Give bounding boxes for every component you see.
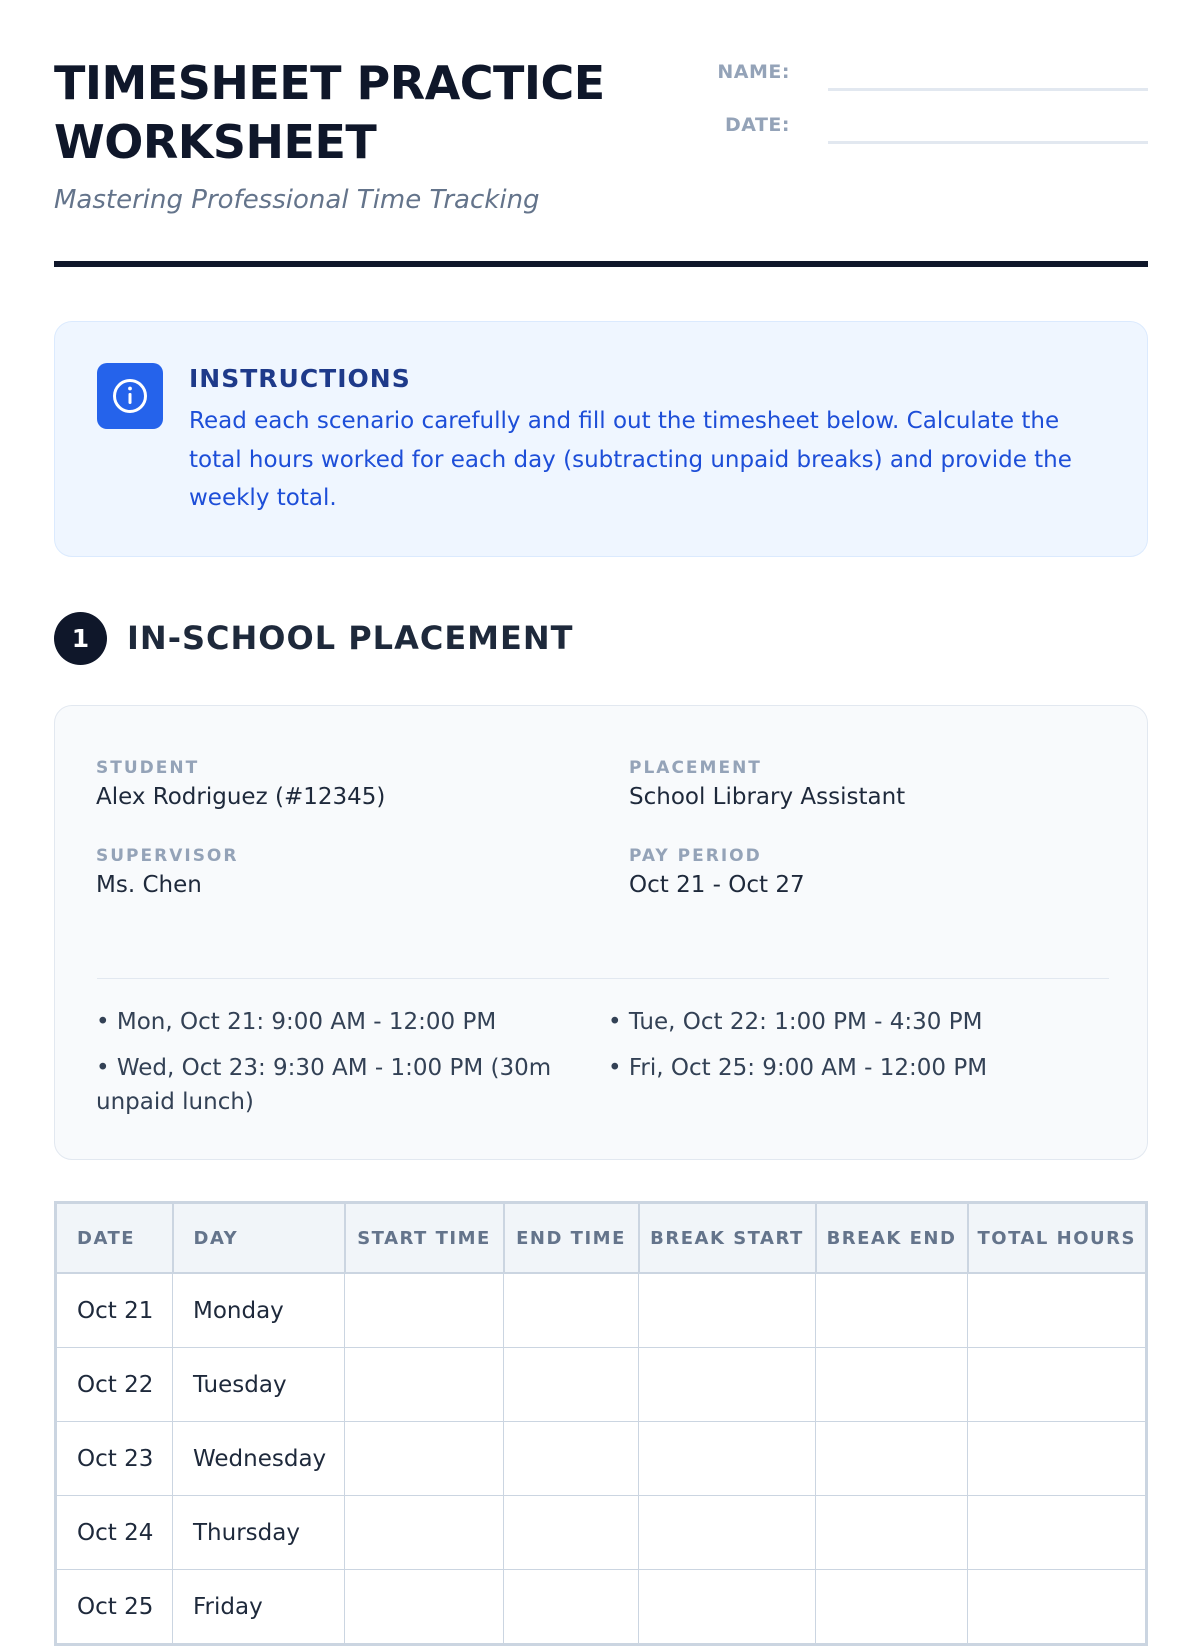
title-line-1: TIMESHEET PRACTICE: [54, 56, 605, 110]
schedule-item: • Fri, Oct 25: 9:00 AM - 12:00 PM: [608, 1055, 988, 1081]
column-header: DAY: [173, 1203, 345, 1274]
end-time-cell[interactable]: [504, 1570, 639, 1645]
break-start-cell[interactable]: [639, 1570, 816, 1645]
student-value: Alex Rodriguez (#12345): [96, 784, 386, 810]
table-row: [56, 1273, 1147, 1348]
day-cell: Friday: [173, 1570, 345, 1645]
pay-period-label: PAY PERIOD: [629, 846, 762, 866]
instructions-box: [54, 321, 1148, 557]
page-subtitle: Mastering Professional Time Tracking: [54, 185, 540, 215]
start-time-cell[interactable]: [345, 1348, 504, 1422]
section-number-badge: 1: [54, 612, 107, 665]
header-divider: [54, 261, 1148, 267]
table-row: [56, 1348, 1147, 1422]
date-cell: Oct 22: [56, 1348, 173, 1422]
day-cell: Monday: [173, 1273, 345, 1348]
supervisor-value: Ms. Chen: [96, 872, 202, 898]
date-cell: Oct 24: [56, 1496, 173, 1570]
date-cell: Oct 25: [56, 1570, 173, 1645]
column-header: DATE: [56, 1203, 173, 1274]
break-start-cell[interactable]: [639, 1496, 816, 1570]
table-row: [56, 1422, 1147, 1496]
timesheet-table: [54, 1201, 1148, 1646]
pay-period-value: Oct 21 - Oct 27: [629, 872, 805, 898]
start-time-cell[interactable]: [345, 1273, 504, 1348]
info-icon: [97, 363, 163, 429]
section-title: IN-SCHOOL PLACEMENT: [127, 619, 574, 657]
date-field[interactable]: [828, 141, 1148, 144]
column-header: START TIME: [345, 1203, 504, 1274]
table-header-row: [56, 1203, 1147, 1274]
table-row: [56, 1496, 1147, 1570]
total-hours-cell[interactable]: [968, 1273, 1147, 1348]
break-start-cell[interactable]: [639, 1348, 816, 1422]
break-end-cell[interactable]: [816, 1273, 968, 1348]
total-hours-cell[interactable]: [968, 1570, 1147, 1645]
student-label: STUDENT: [96, 758, 200, 778]
total-hours-cell[interactable]: [968, 1422, 1147, 1496]
name-field[interactable]: [828, 88, 1148, 91]
schedule-item: • Tue, Oct 22: 1:00 PM - 4:30 PM: [608, 1009, 983, 1035]
instructions-title: INSTRUCTIONS: [189, 364, 411, 393]
break-end-cell[interactable]: [816, 1570, 968, 1645]
day-cell: Tuesday: [173, 1348, 345, 1422]
start-time-cell[interactable]: [345, 1422, 504, 1496]
day-cell: Thursday: [173, 1496, 345, 1570]
name-label: NAME:: [717, 61, 790, 83]
placement-value: School Library Assistant: [629, 784, 906, 810]
placement-label: PLACEMENT: [629, 758, 762, 778]
card-divider: [97, 978, 1109, 979]
break-start-cell[interactable]: [639, 1273, 816, 1348]
break-start-cell[interactable]: [639, 1422, 816, 1496]
column-header: END TIME: [504, 1203, 639, 1274]
total-hours-cell[interactable]: [968, 1348, 1147, 1422]
schedule-item: • Mon, Oct 21: 9:00 AM - 12:00 PM: [96, 1009, 497, 1035]
start-time-cell[interactable]: [345, 1570, 504, 1645]
start-time-cell[interactable]: [345, 1496, 504, 1570]
date-label: DATE:: [724, 114, 790, 136]
end-time-cell[interactable]: [504, 1422, 639, 1496]
break-end-cell[interactable]: [816, 1496, 968, 1570]
column-header: BREAK END: [816, 1203, 968, 1274]
column-header: BREAK START: [639, 1203, 816, 1274]
page-title: [54, 54, 605, 172]
date-cell: Oct 23: [56, 1422, 173, 1496]
end-time-cell[interactable]: [504, 1273, 639, 1348]
break-end-cell[interactable]: [816, 1422, 968, 1496]
supervisor-label: SUPERVISOR: [96, 846, 239, 866]
day-cell: Wednesday: [173, 1422, 345, 1496]
date-cell: Oct 21: [56, 1273, 173, 1348]
break-end-cell[interactable]: [816, 1348, 968, 1422]
scenario-card: [54, 705, 1148, 1160]
end-time-cell[interactable]: [504, 1496, 639, 1570]
table-row: [56, 1570, 1147, 1645]
total-hours-cell[interactable]: [968, 1496, 1147, 1570]
instructions-text: Read each scenario carefully and fill out the timesheet below. Calculate the total hours worked for each day (subtracting unpaid breaks) and provide the weekly total.: [189, 408, 1072, 511]
title-line-2: WORKSHEET: [54, 115, 377, 169]
column-header: TOTAL HOURS: [968, 1203, 1147, 1274]
timesheet-table-wrap: [54, 1201, 1148, 1646]
end-time-cell[interactable]: [504, 1348, 639, 1422]
schedule-item: • Wed, Oct 23: 9:30 AM - 1:00 PM (30m unpaid lunch): [96, 1055, 552, 1115]
